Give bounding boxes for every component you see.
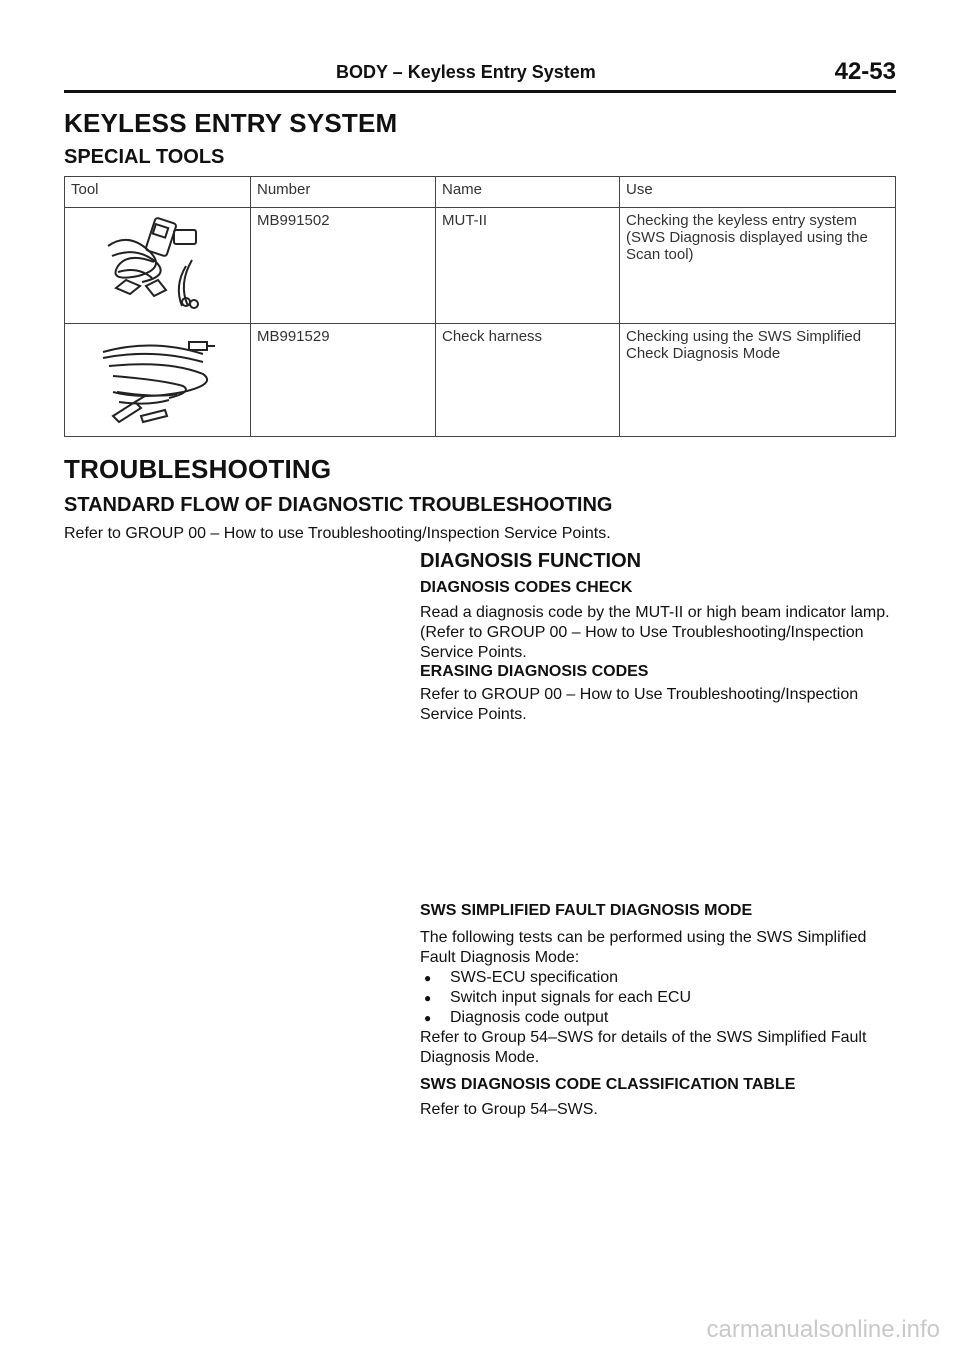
special-tools-table — [64, 176, 896, 437]
watermark: carmanualsonline.info — [706, 1316, 940, 1343]
erasing-codes-text: Refer to GROUP 00 – How to Use Troubleshooting/Inspection Service Points. — [420, 686, 859, 723]
sws-section — [420, 902, 898, 1120]
flow-reference: Refer to GROUP 00 – How to use Troubleshooting/Inspection Service Points. — [64, 525, 611, 542]
heading-special-tools: SPECIAL TOOLS — [64, 146, 225, 168]
heading-troubleshooting: TROUBLESHOOTING — [64, 454, 332, 484]
diagnosis-function-section — [420, 550, 898, 725]
tool-use: Checking using the SWS Simplified Check Diagnosis Mode — [620, 324, 896, 437]
tool-name: Check harness — [436, 324, 620, 437]
codes-check-reference: (Refer to GROUP 00 – How to Use Troubleshooting/Inspection Service Points. — [420, 624, 864, 661]
table-header-row — [65, 177, 896, 208]
table-row — [65, 324, 896, 437]
check-harness-cable-icon — [93, 332, 223, 428]
sws-test-list — [420, 968, 898, 1028]
heading-sws-diagnosis-code-classification-table: SWS DIAGNOSIS CODE CLASSIFICATION TABLE — [420, 1076, 796, 1093]
tool-use: Checking the keyless entry system (SWS Diagnosis displayed using the Scan tool) — [620, 208, 896, 324]
heading-diagnosis-function: DIAGNOSIS FUNCTION — [420, 550, 642, 572]
tool-image-cell — [65, 208, 251, 324]
page-number: 42-53 — [834, 58, 896, 85]
col-number: Number — [251, 177, 436, 208]
col-tool: Tool — [65, 177, 251, 208]
sws-reference: Refer to Group 54–SWS for details of the SWS Simplified Fault Diagnosis Mode. — [420, 1029, 867, 1066]
list-item: ● Diagnosis code output — [420, 1008, 898, 1028]
list-item: ● Switch input signals for each ECU — [420, 988, 898, 1008]
col-use: Use — [620, 177, 896, 208]
sws-intro: The following tests can be performed using the SWS Simplified Fault Diagnosis Mode: — [420, 929, 867, 966]
tool-number: MB991502 — [251, 208, 436, 324]
table-row — [65, 208, 896, 324]
heading-sws-simplified-fault-diagnosis-mode: SWS SIMPLIFIED FAULT DIAGNOSIS MODE — [420, 902, 753, 919]
sws-table-reference: Refer to Group 54–SWS. — [420, 1101, 598, 1118]
heading-erasing-diagnosis-codes: ERASING DIAGNOSIS CODES — [420, 663, 649, 680]
tool-image-cell — [65, 324, 251, 437]
codes-check-text: Read a diagnosis code by the MUT-II or high beam indicator lamp. — [420, 604, 890, 621]
heading-standard-flow: STANDARD FLOW OF DIAGNOSTIC TROUBLESHOOTING — [64, 494, 613, 516]
mut-ii-scan-tool-icon — [98, 216, 218, 316]
heading-diagnosis-codes-check: DIAGNOSIS CODES CHECK — [420, 579, 633, 596]
list-item: ● SWS-ECU specification — [420, 968, 898, 988]
tool-name: MUT-II — [436, 208, 620, 324]
heading-keyless-entry-system: KEYLESS ENTRY SYSTEM — [64, 108, 398, 138]
page-header — [64, 60, 896, 93]
col-name: Name — [436, 177, 620, 208]
tool-number: MB991529 — [251, 324, 436, 437]
header-title: BODY – Keyless Entry System — [336, 62, 596, 82]
